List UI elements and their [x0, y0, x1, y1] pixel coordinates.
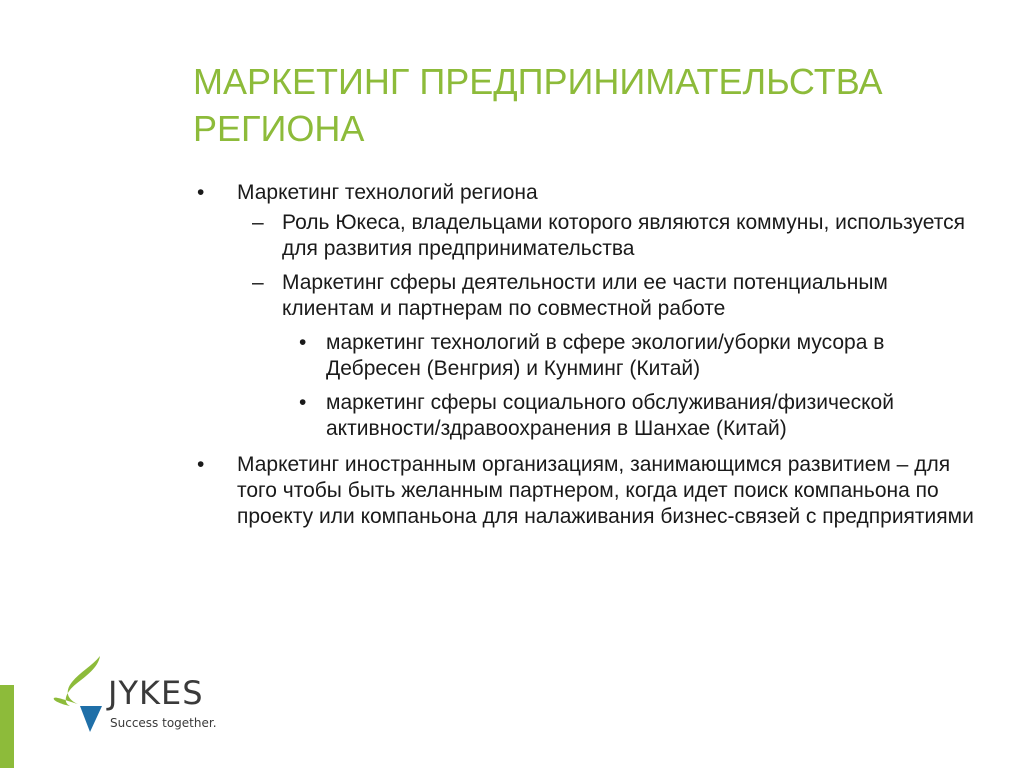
jykes-logo — [50, 652, 220, 742]
bullet-marker: • — [299, 331, 307, 354]
bullet-marker: • — [299, 391, 307, 414]
slide-title: МАРКЕТИНГ ПРЕДПРИНИМАТЕЛЬСТВА РЕГИОНА — [193, 61, 883, 149]
dash-marker: – — [252, 271, 264, 294]
bullet-marker: • — [197, 181, 205, 204]
bullet-item-1-1 — [195, 210, 975, 262]
bullet-item-1 — [195, 180, 975, 206]
bullet-text: Маркетинг сферы деятельности или ее части потенциальным клиентам и партнерам по совместной работе — [282, 271, 888, 320]
bullet-text: маркетинг технологий в сфере экологии/уборки мусора в Дебресен (Венгрия) и Кунминг (Китай) — [326, 331, 885, 380]
bullet-text: Маркетинг иностранным организациям, занимающимся развитием – для того чтобы быть желанным партнером, когда идет поиск компаньона по проекту или компаньона для налаживания бизнес-связей с предприятиями — [237, 453, 974, 528]
bullet-marker: • — [197, 453, 205, 476]
bullet-item-2 — [195, 452, 975, 530]
bullet-list — [195, 180, 975, 530]
bullet-text: маркетинг сферы социального обслуживания/физической активности/здравоохранения в Шанхае (Китай) — [326, 391, 894, 440]
bullet-text: Роль Юкеса, владельцами которого являются коммуны, используется для развития предпринимательства — [282, 211, 966, 260]
bullet-item-1-2 — [195, 270, 975, 322]
bullet-item-1-2-1 — [195, 330, 975, 382]
logo-tagline: Success together. — [110, 716, 217, 730]
bullet-item-1-2-2 — [195, 390, 975, 442]
jykes-swoosh-icon — [50, 652, 110, 732]
accent-bar — [0, 685, 14, 768]
dash-marker: – — [252, 211, 264, 234]
logo-name: JYKES — [108, 674, 204, 712]
bullet-text: Маркетинг технологий региона — [237, 181, 538, 204]
